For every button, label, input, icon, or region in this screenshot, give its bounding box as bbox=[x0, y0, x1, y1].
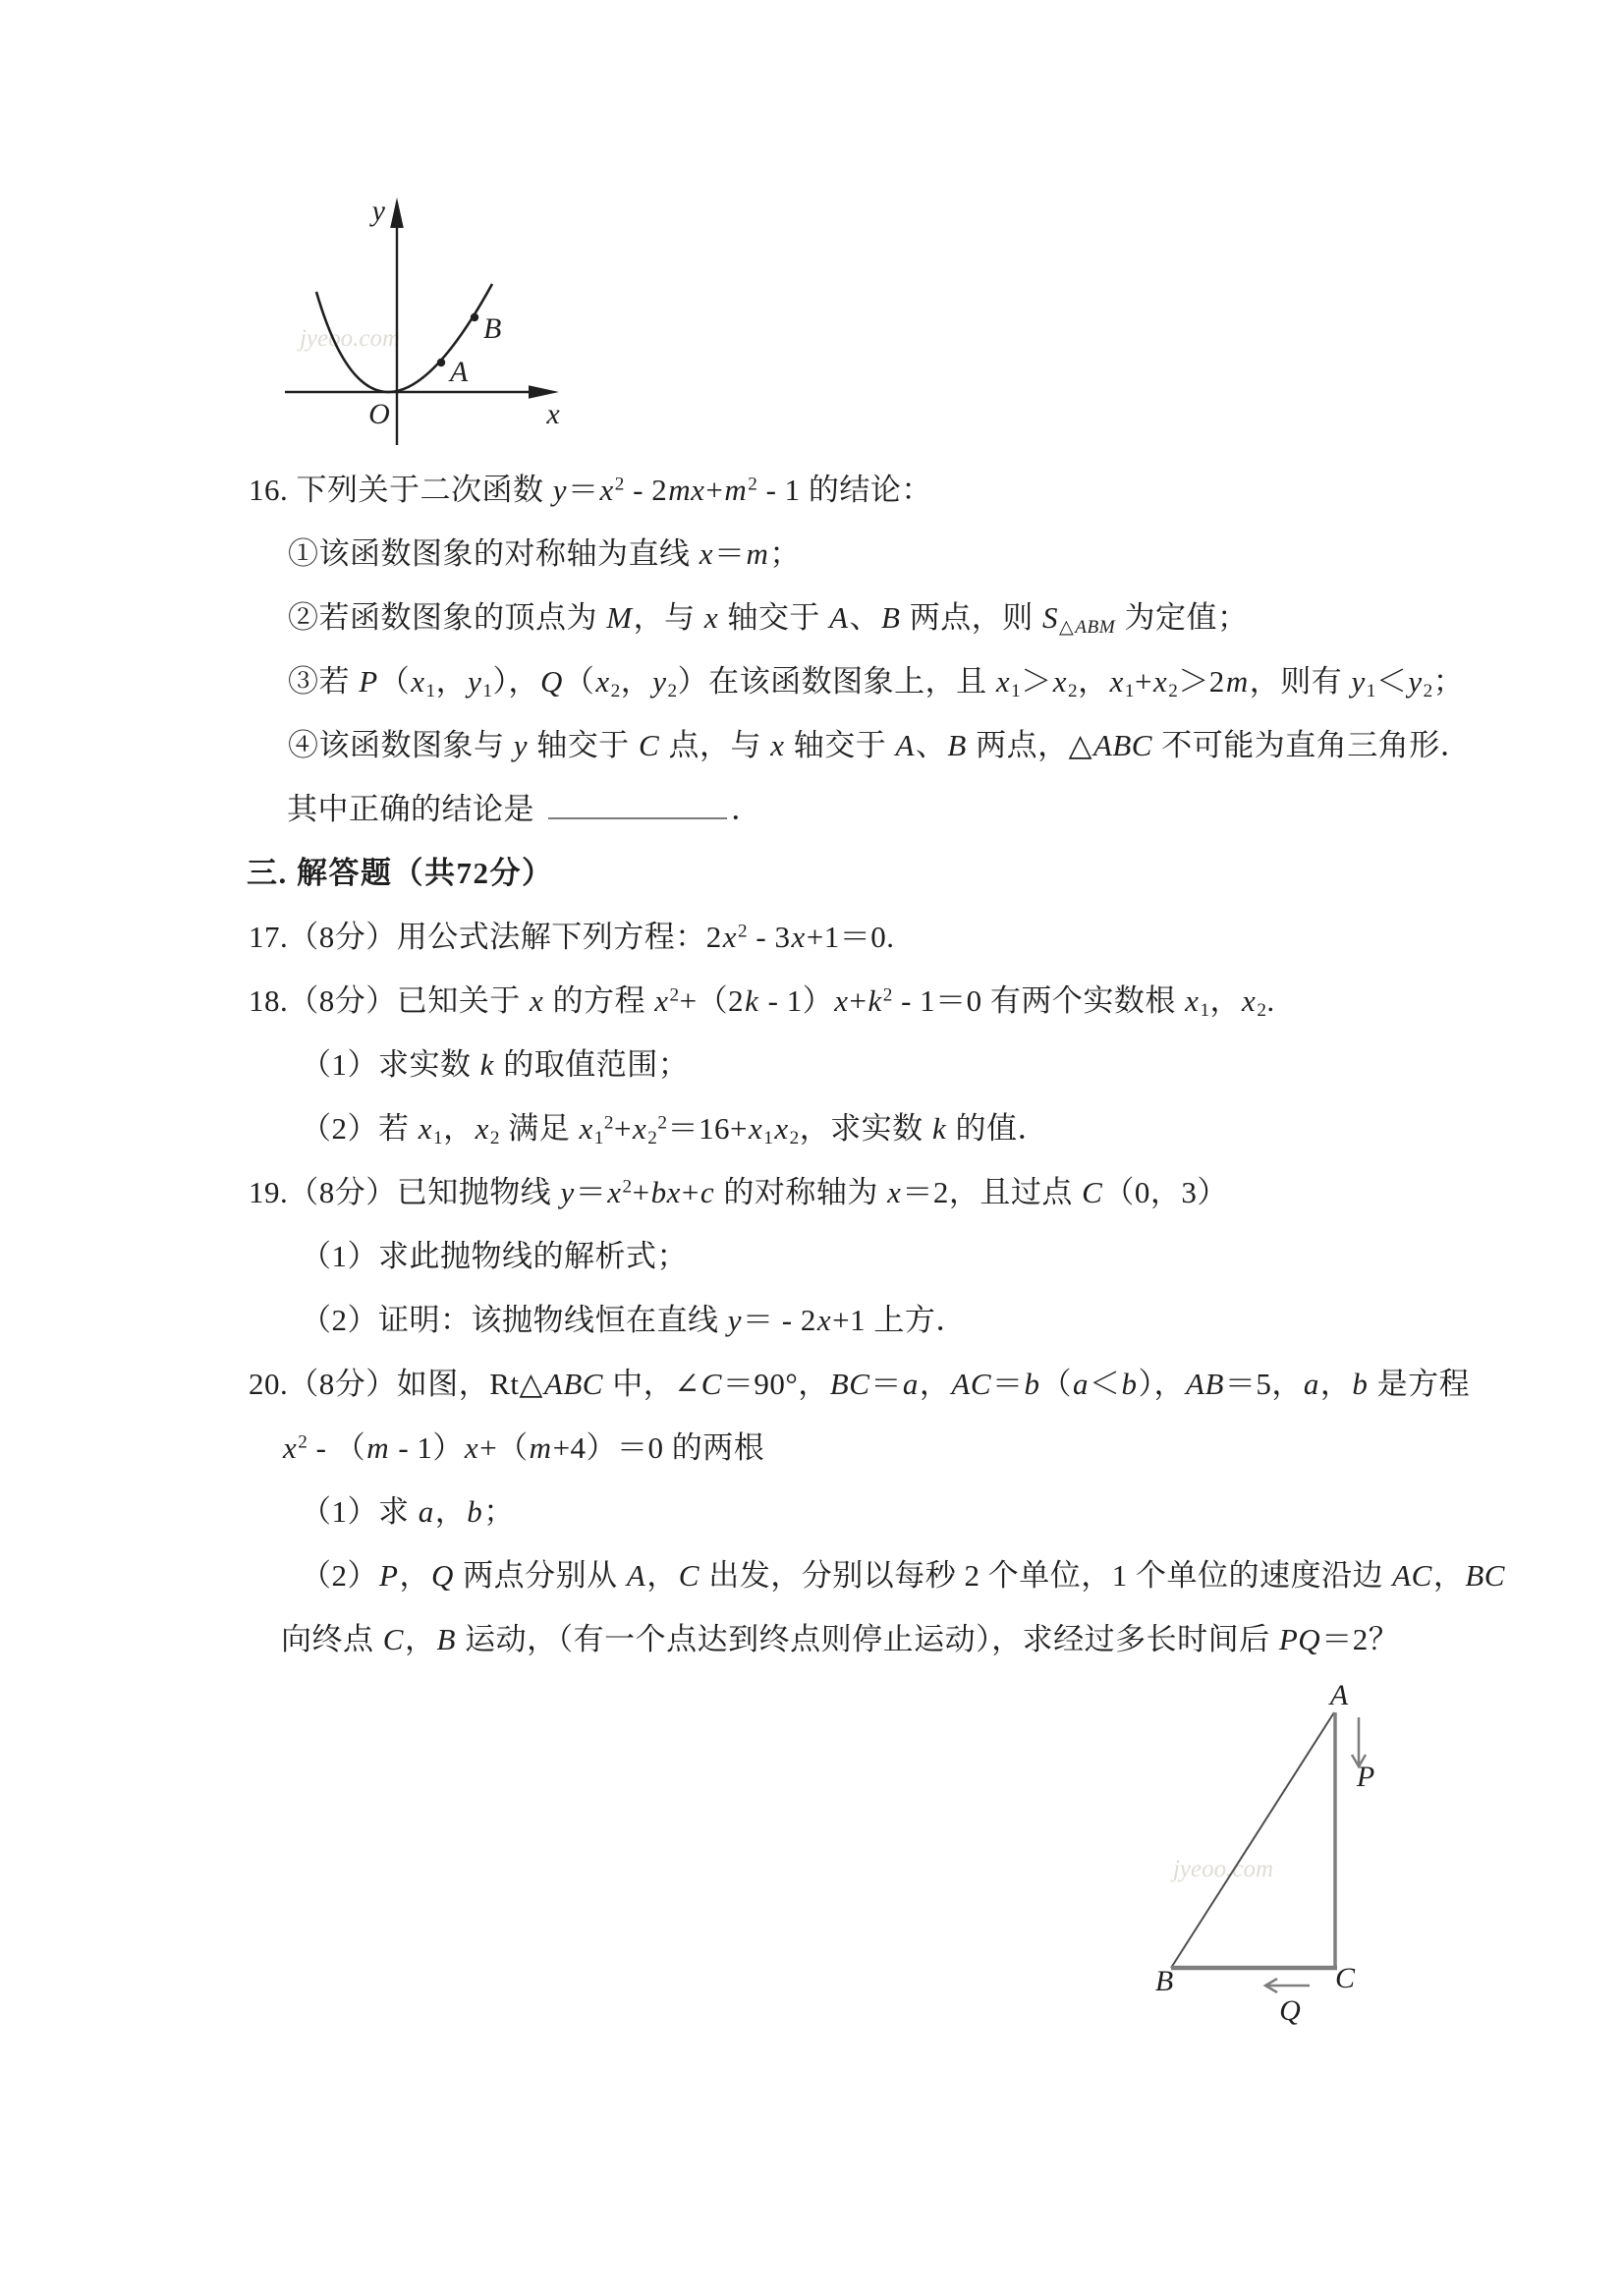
point-b-label: B bbox=[483, 312, 502, 345]
side-ab-hypotenuse bbox=[1171, 1712, 1334, 1968]
q16-answer-prefix: 其中正确的结论是 bbox=[287, 792, 534, 826]
vertex-b-label: B bbox=[1154, 1965, 1174, 1997]
y-axis-label: y bbox=[371, 195, 385, 227]
parabola-figure bbox=[265, 187, 580, 462]
q20-part-2-line-1: （2）P，Q 两点分别从 A，C 出发，分别以每秒 2 个单位，1 个单位的速度沿边 AC，BC bbox=[301, 1558, 1505, 1593]
q20-stem-line-1: 20.（8分）如图，Rt△ABC 中，∠C＝90°，BC＝a，AC＝b（a＜b），AB＝5，a，b 是方程 bbox=[249, 1367, 1471, 1401]
watermark-text: jyeoo.com bbox=[1172, 1856, 1274, 1882]
vertex-c-label: C bbox=[1334, 1962, 1356, 1994]
q16-stem: 16. 下列关于二次函数 $y=x^2 - 2mx+m^2 - 1$ 的结论： bbox=[249, 473, 932, 507]
q20-stem-line-2: $x^2 - (m - 1)x+(m+4)=0$ 的两根 bbox=[283, 1430, 765, 1465]
point-b-dot bbox=[471, 313, 478, 321]
q18-part-2: （2）若 $x_1$，$x_2$ 满足 $x_1^2+x_2^2=16+x_1x_2$，求实数 k 的值． bbox=[301, 1111, 1048, 1148]
q17-stem: 17.（8分）用公式法解下列方程：$2x^2 - 3x+1=0$. bbox=[249, 920, 895, 954]
q16-answer-blank bbox=[548, 785, 727, 819]
x-axis-arrowhead bbox=[529, 385, 559, 399]
q18-part-1: （1）求实数 k 的取值范围； bbox=[301, 1047, 690, 1082]
q19-part-2: （2）证明：该抛物线恒在直线 y＝ - 2x+1 上方． bbox=[301, 1303, 967, 1337]
q19-stem: 19.（8分）已知抛物线 $y=x^2+bx+c$ 的对称轴为 x＝2，且过点 C（0，3） bbox=[249, 1175, 1228, 1209]
q16-answer-period: ． bbox=[731, 792, 762, 826]
point-a-dot bbox=[437, 359, 445, 366]
point-a-label: A bbox=[450, 356, 469, 388]
q16-item-3: ③若 $P(x_1$，$y_1$），$Q(x_2$，$y_2$）在该函数图象上，且 $x_1>x_2$，$x_1+x_2>2m$，则有 $y_1<y_2$； bbox=[288, 664, 1465, 701]
point-q-label: Q bbox=[1279, 1994, 1301, 2027]
point-p-label: P bbox=[1356, 1761, 1375, 1793]
watermark-text: jyeoo.com bbox=[299, 325, 401, 352]
q18-stem: 18.（8分）已知关于 x 的方程 $x^2+(2k - 1)x+k^2 - 1=0$ 有两个实数根 $x_1$，$x_2$. bbox=[249, 983, 1275, 1021]
x-axis-label: x bbox=[546, 398, 560, 430]
y-axis-arrowhead bbox=[390, 197, 404, 228]
q16-item-4: ④该函数图象与 y 轴交于 C 点，与 x 轴交于 A、B 两点，△ABC 不可能为直角三角形． bbox=[288, 728, 1472, 762]
section-3-heading: 三. 解答题（共72分） bbox=[247, 856, 554, 890]
q16-item-1: ①该函数图象的对称轴为直线 x＝m； bbox=[288, 536, 801, 571]
q16-answer-line bbox=[287, 784, 762, 835]
q20-part-2-line-2: 向终点 C，B 运动，（有一个点达到终点则停止运动），求经过多长时间后 PQ＝2？ bbox=[281, 1622, 1400, 1656]
vertex-a-label: A bbox=[1329, 1679, 1349, 1711]
q20-part-1: （1）求 a，b； bbox=[301, 1494, 515, 1529]
origin-label: O bbox=[368, 398, 390, 430]
q19-part-1: （1）求此抛物线的解析式； bbox=[301, 1239, 688, 1273]
triangle-figure bbox=[1120, 1660, 1415, 2034]
q16-item-2: ②若函数图象的顶点为 M，与 x 轴交于 A、B 两点，则 $S_{\triangle ABM}$ 为定值； bbox=[288, 600, 1249, 638]
